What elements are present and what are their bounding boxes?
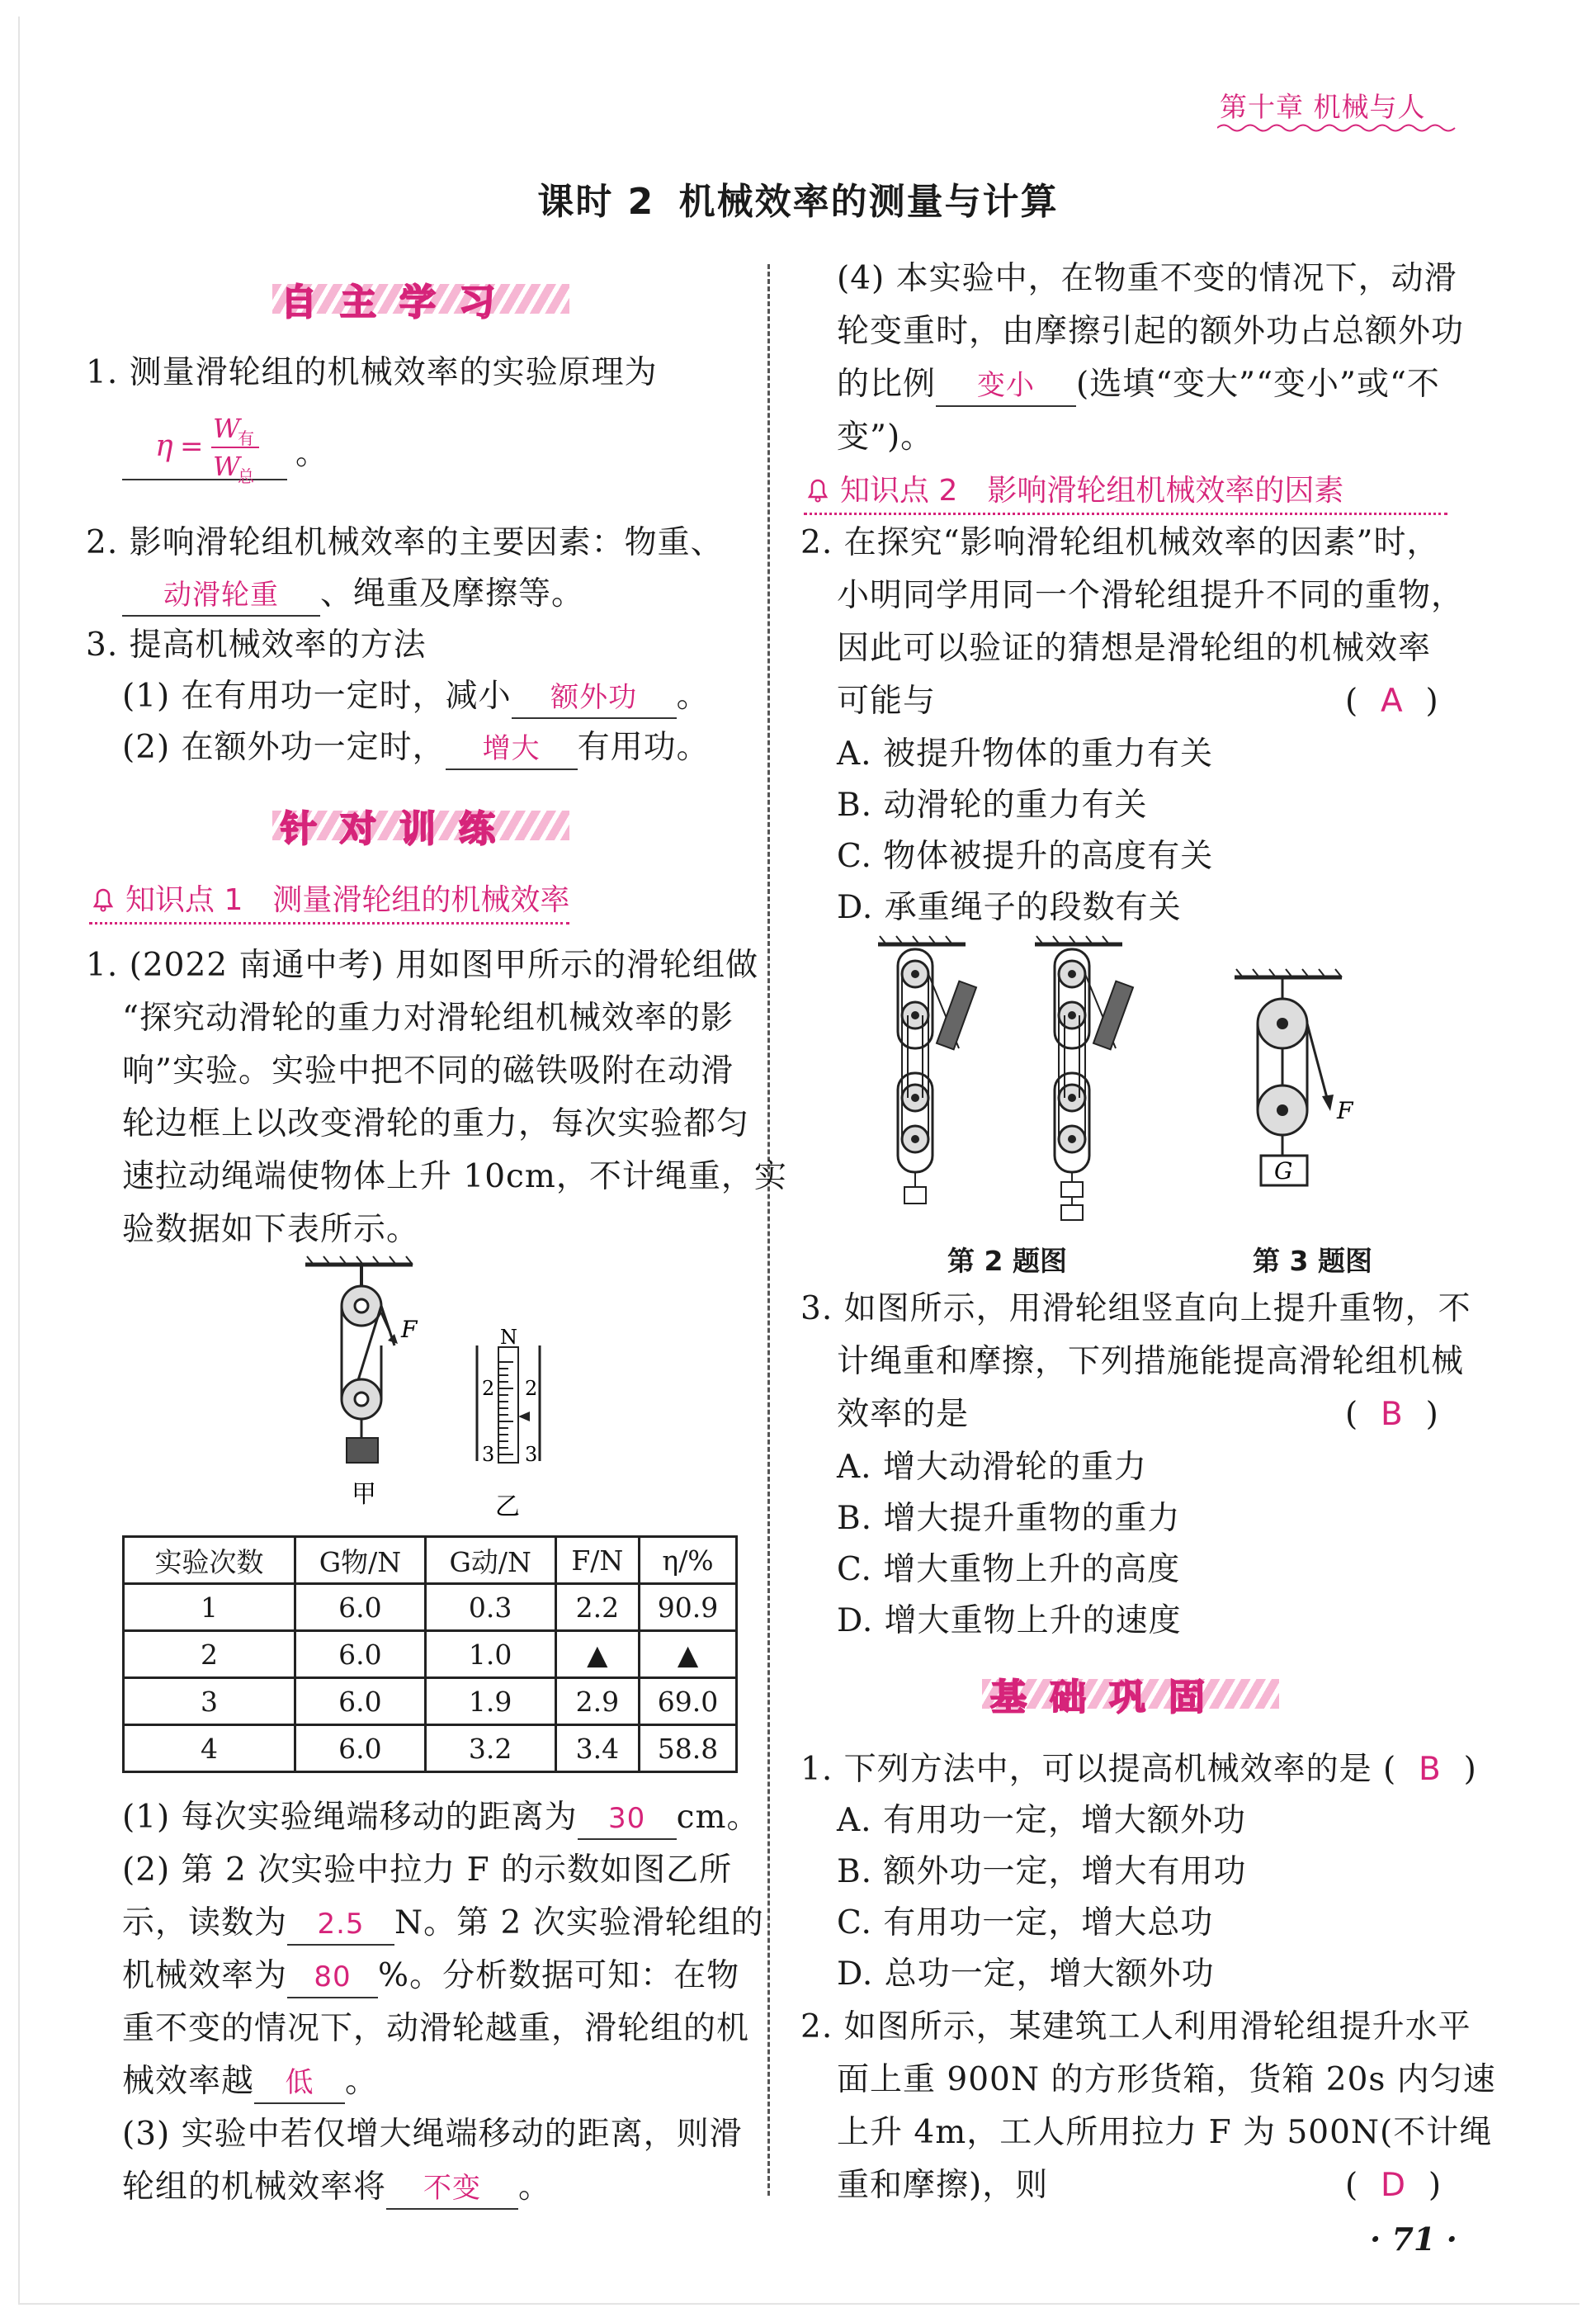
kp2-q3-option-a: A. 增大动滑轮的重力	[837, 1449, 1147, 1486]
self-q2-answer: 动滑轮重	[122, 575, 320, 617]
scale-mark-3-left: 3	[482, 1443, 495, 1466]
table-cell: 90.9	[640, 1584, 737, 1631]
table-cell: 1.0	[425, 1631, 555, 1678]
table-cell: 4	[124, 1725, 295, 1772]
cons-q1-option-c: C. 有用功一定，增大总功	[837, 1904, 1214, 1941]
label-yi: 乙	[495, 1492, 520, 1521]
cons-q1: 1. 下列方法中，可以提高机械效率的是 ( B )	[800, 1751, 1477, 1788]
svg-text:=: =	[180, 430, 205, 463]
bell-icon	[89, 885, 117, 913]
right-sub4-line2: 轮变重时，由摩擦引起的额外功占总额外功	[837, 313, 1465, 350]
self-q3-2-answer: 增大	[446, 729, 578, 770]
kp1-q1-line3: 响”实验。实验中把不同的磁铁吸附在动滑	[122, 1052, 734, 1090]
page-number: · 71 ·	[1370, 2220, 1457, 2258]
pulley-system-q3	[1235, 969, 1354, 1185]
kp2-q2-choice: ( A )	[1345, 683, 1439, 720]
table-header: F/N	[555, 1537, 640, 1584]
kp1-sub1: (1) 每次实验绳端移动的距离为 30 cm。	[122, 1793, 759, 1842]
cons-q2-answer: D	[1381, 2167, 1407, 2204]
self-q2-rest: 、绳重及摩擦等。	[320, 575, 585, 612]
kp2-q2-option-a: A. 被提升物体的重力有关	[837, 735, 1213, 773]
table-cell: 3.4	[555, 1725, 640, 1772]
right-sub4-line1: (4) 本实验中，在物重不变的情况下，动滑	[837, 260, 1457, 297]
spring-scale-yi	[477, 1326, 540, 1521]
table-cell: 6.0	[295, 1725, 426, 1772]
svg-text:W: W	[213, 451, 241, 482]
table-header: G物/N	[295, 1537, 426, 1584]
kp1-sub1-answer: 30	[578, 1799, 677, 1840]
scale-mark-3-right: 3	[525, 1443, 538, 1466]
cons-q2-line3: 上升 4m，工人所用拉力 F 为 500N(不计绳	[837, 2114, 1493, 2151]
cons-q2-line4: 重和摩擦)，则	[837, 2167, 1049, 2204]
self-q3-1: (1) 在有用功一定时，减小 额外功 。	[122, 672, 710, 721]
cons-q1-answer: B	[1419, 1751, 1442, 1788]
cons-q2-line1: 2. 如图所示，某建筑工人利用滑轮组提升水平	[800, 2008, 1471, 2045]
kp1-sub2-line2: 示，读数为 2.5 N。第 2 次实验滑轮组的	[122, 1899, 764, 1948]
pulley-assembly-1	[878, 936, 976, 1204]
kp2-q3-option-b: B. 增大提升重物的重力	[837, 1500, 1181, 1537]
kp2-q3-line3: 效率的是	[837, 1396, 970, 1433]
svg-text:W: W	[213, 413, 241, 444]
svg-text:η: η	[155, 429, 174, 463]
scale-unit-n: N	[500, 1326, 517, 1349]
table-cell: 6.0	[295, 1678, 426, 1725]
self-q3-2: (2) 在额外功一定时， 增大 有用功。	[122, 723, 710, 773]
self-q3-1-answer: 额外功	[512, 678, 677, 719]
kp2-q3-option-d: D. 增大重物上升的速度	[837, 1602, 1182, 1639]
kp1-sub2-answer-efficiency: 80	[287, 1957, 378, 1998]
kp2-q3-line1: 3. 如图所示，用滑轮组竖直向上提升重物，不	[800, 1290, 1471, 1327]
table-cell: 58.8	[640, 1725, 737, 1772]
table-cell: 3	[124, 1678, 295, 1725]
kp1-sub2-line3: 机械效率为 80 %。分析数据可知：在物	[122, 1951, 739, 2001]
self-q2: 2. 影响滑轮组机械效率的主要因素：物重、	[86, 524, 724, 561]
table-cell: ▲	[555, 1631, 640, 1678]
kp1-sub2-line4: 重不变的情况下，动滑轮越重，滑轮组的机	[122, 2010, 750, 2047]
table-header: 实验次数	[124, 1537, 295, 1584]
self-q1: 1. 测量滑轮组的机械效率的实验原理为	[86, 354, 658, 391]
table-row	[124, 1584, 737, 1631]
self-q2-line2	[122, 570, 584, 619]
pulley-assembly-2	[1035, 936, 1133, 1220]
lesson-name: 机械效率的测量与计算	[678, 181, 1059, 223]
figures-q2-q3	[866, 933, 1395, 1263]
kp2-q2-line3: 因此可以验证的猜想是滑轮组的机械效率	[837, 630, 1432, 667]
kp2-q3-answer: B	[1381, 1396, 1404, 1433]
right-sub4-line3: 的比例 变小 (选填“变大”“变小”或“不	[837, 360, 1440, 409]
page-title	[0, 172, 1596, 225]
kp2-q2-option-d: D. 承重绳子的段数有关	[837, 889, 1182, 926]
kp1-sub3-line2: 轮组的机械效率将 不变 。	[122, 2163, 551, 2212]
section-consolidate: 基础巩固	[990, 1667, 1287, 1717]
self-q3: 3. 提高机械效率的方法	[86, 627, 427, 664]
table-cell: 69.0	[640, 1678, 737, 1725]
table-cell: 2	[124, 1631, 295, 1678]
table-cell: 3.2	[425, 1725, 555, 1772]
kp1-q1-line2: “探究动滑轮的重力对滑轮组机械效率的影	[122, 1000, 734, 1037]
kp2-q2-option-c: C. 物体被提升的高度有关	[837, 838, 1214, 875]
section-self-study: 自主学习	[281, 272, 578, 322]
scale-mark-2-right: 2	[525, 1377, 538, 1400]
table-cell: 6.0	[295, 1631, 426, 1678]
label-jia: 甲	[352, 1480, 376, 1509]
cons-q2-choice: ( D )	[1345, 2167, 1443, 2204]
figure-3-caption: 第 3 题图	[1253, 1245, 1372, 1277]
table-cell: 2.9	[555, 1678, 640, 1725]
cons-q1-option-b: B. 额外功一定，增大有用功	[837, 1853, 1247, 1890]
force-f-label-jia: F	[401, 1316, 418, 1343]
kp2-q2-option-b: B. 动滑轮的重力有关	[837, 787, 1148, 824]
force-f-label-q3: F	[1337, 1097, 1353, 1124]
knowledge-point-2: 知识点 2 影响滑轮组机械效率的因素	[804, 467, 1447, 515]
figure-jia-yi	[297, 1255, 578, 1527]
kp2-q2-answer: A	[1381, 683, 1404, 720]
table-header-row	[124, 1537, 737, 1584]
table-cell: 0.3	[425, 1584, 555, 1631]
figure-2-caption: 第 2 题图	[947, 1245, 1067, 1277]
svg-text:总: 总	[238, 466, 255, 486]
kp1-sub2-line5: 械效率越 低 。	[122, 2057, 378, 2107]
table-header: G动/N	[425, 1537, 555, 1584]
lesson-number: 课时 2	[537, 181, 655, 223]
kp2-q2-line2: 小明同学用同一个滑轮组提升不同的重物，	[837, 577, 1465, 614]
kp1-q1-line6: 验数据如下表所示。	[122, 1211, 420, 1248]
svg-text:有: 有	[238, 428, 255, 448]
right-sub4-answer: 变小	[936, 366, 1076, 407]
kp2-q3-line2: 计绳重和摩擦，下列措施能提高滑轮组机械	[837, 1343, 1465, 1380]
table-cell: 1.9	[425, 1678, 555, 1725]
right-sub4-line4: 变”)。	[837, 419, 934, 456]
kp1-sub2-answer-trend: 低	[254, 2063, 345, 2104]
cons-q1-option-d: D. 总功一定，增大额外功	[837, 1955, 1215, 1993]
scale-mark-2-left: 2	[482, 1377, 495, 1400]
table-row	[124, 1631, 737, 1678]
weight-g-label: G	[1274, 1157, 1293, 1185]
kp2-q3-option-c: C. 增大重物上升的高度	[837, 1551, 1181, 1588]
knowledge-point-1: 知识点 1 测量滑轮组的机械效率	[89, 877, 569, 925]
section-training: 针对训练	[281, 799, 578, 849]
table-row	[124, 1678, 737, 1725]
pulley-system-jia	[305, 1256, 418, 1509]
kp1-sub3-line1: (3) 实验中若仅增大绳端移动的距离，则滑	[122, 2116, 743, 2153]
header-wave-decoration	[1217, 122, 1457, 134]
kp1-sub2-line1: (2) 第 2 次实验中拉力 F 的示数如图乙所	[122, 1851, 733, 1889]
table-cell: ▲	[640, 1631, 737, 1678]
kp2-q3-choice: ( B )	[1345, 1396, 1439, 1433]
table-cell: 6.0	[295, 1584, 426, 1631]
kp2-q2-line1: 2. 在探究“影响滑轮组机械效率的因素”时，	[800, 524, 1440, 561]
chapter-header: 第十章 机械与人	[1220, 91, 1426, 123]
cons-q1-option-a: A. 有用功一定，增大额外功	[837, 1802, 1246, 1839]
kp1-q1-line1: 1. (2022 南通中考) 用如图甲所示的滑轮组做	[86, 947, 759, 984]
table-cell: 2.2	[555, 1584, 640, 1631]
kp1-sub3-answer: 不变	[386, 2168, 518, 2210]
self-q1-end: 。	[295, 435, 329, 472]
kp1-q1-line4: 轮边框上以改变滑轮的重力，每次实验都匀	[122, 1105, 750, 1142]
table-cell: 1	[124, 1584, 295, 1631]
table-header: η/%	[640, 1537, 737, 1584]
cons-q2-line2: 面上重 900N 的方形货箱，货箱 20s 内匀速	[837, 2061, 1496, 2098]
experiment-data-table	[122, 1535, 738, 1773]
kp2-q2-line4: 可能与	[837, 683, 937, 720]
table-row	[124, 1725, 737, 1772]
column-divider	[767, 264, 770, 2196]
kp1-sub2-answer-reading: 2.5	[287, 1904, 394, 1946]
kp1-q1-line5: 速拉动绳端使物体上升 10cm，不计绳重，实	[122, 1158, 787, 1195]
bell-icon	[804, 475, 832, 504]
